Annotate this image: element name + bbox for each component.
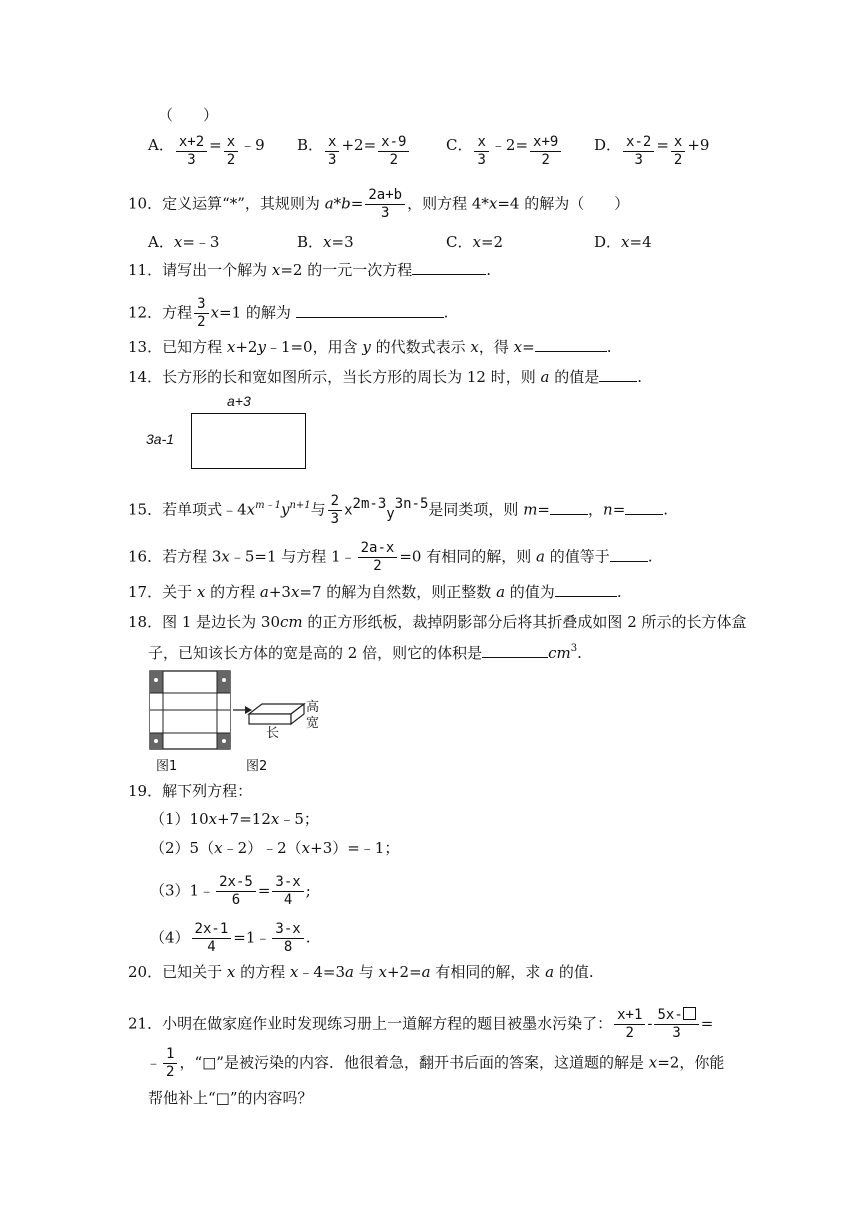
q19-part4: （4） $\frac{2x-1}{4}$ =1﹣ $\frac{3-x}{8}$ . [150,921,311,955]
label-width: 3a-1 [146,431,175,447]
answer-blank[interactable] [296,303,444,318]
q15: 15．若单项式$﹣4x^{m﹣1}y^{n+1}$与 $\frac{2}{3}$ x2m-3y3n-5是同类项，则 m= ，n= . [128,493,669,527]
q19-part3: （3）1﹣ $\frac{2x-5}{6}$ = $\frac{3-x}{4}$ ; [150,874,311,908]
rectangle [191,413,306,469]
q19-part2: （2）5（x﹣2）﹣2（x+3）=﹣1； [150,839,400,857]
answer-blank[interactable] [555,582,617,597]
q9-option-c[interactable]: C． $\frac{x}{3}$ ﹣2= $\frac{x+9}{2}$ [446,134,563,169]
label-width: 宽 [306,716,320,731]
caption-fig1: 图1 [156,759,178,774]
q9-paren: （ ） [158,106,219,124]
q18-line1: 18．图 1 是边长为 30cm 的正方形纸板，裁掉阴影部分后将其折叠成如图 2 所示的长方体盒 [128,613,747,631]
q21-line3: 帮他补上“□”的内容吗？ [148,1089,313,1107]
q10-option-d[interactable]: D．x=4 [594,233,652,251]
q9-option-a[interactable]: A． $\frac{x+2}{3}$ = $\frac{x}{2}$ ﹣9 [148,134,265,168]
q9-option-b[interactable]: B． $\frac{x}{3}$ +2= $\frac{x-9}{2}$ [297,134,411,169]
q19-title: 19．解下列方程： [128,782,253,800]
answer-blank-m[interactable] [550,500,588,515]
q9-option-d[interactable]: D． $\frac{x-2}{3}$ = $\frac{x}{2}$ +9 [594,134,710,168]
answer-blank[interactable] [482,643,548,658]
q21-line2: ﹣ $\frac{1}{2}$ ，“□”是被污染的内容．他很着急，翻开书后面的答案，这道题的解是 x=2，你能 [146,1046,725,1080]
q20: 20．已知关于 x 的方程 x﹣4=3a 与 x+2=a 有相同的解，求 a 的值. [128,963,594,981]
q13: 13．已知方程 x+2y﹣1=0，用含 y 的代数式表示 x，得 x= . [128,338,612,356]
q12: 12．方程 $\frac{3}{2}$ x=1 的解为 . [128,296,449,330]
answer-blank[interactable] [535,337,607,352]
q19-part1: （1）10x+7=12x﹣5； [150,810,319,828]
q18-line2: 子，已知该长方体的宽是高的 2 倍，则它的体积是 $cm^3$. [148,643,582,662]
answer-blank[interactable] [610,547,648,562]
q16: 16．若方程 3x﹣5=1 与方程 1﹣ $\frac{2a-x}{2}$ =0 有相同的解，则 a 的值等于 . [128,540,653,574]
q21-line1: 21．小明在做家庭作业时发现练习册上一道解方程的题目被墨水污染了： $\frac{x+1}{2}$ - $\frac{5x-}{3}$ = [128,1007,714,1041]
ink-blot-square [683,1007,696,1020]
answer-blank[interactable] [412,260,486,275]
q14: 14．长方形的长和宽如图所示，当长方形的周长为 12 时，则 a 的值是 . [128,368,642,386]
q10-option-a[interactable]: A．x=﹣3 [148,233,220,251]
label-length: 长 [266,726,280,741]
q17: 17．关于 x 的方程 a+3x=7 的解为自然数，则正整数 a 的值为 . [128,583,622,601]
answer-blank-n[interactable] [625,500,663,515]
label-height: 高 [306,700,320,715]
q18-figures [146,668,356,776]
answer-blank[interactable] [599,367,637,382]
fig1-square-board [146,668,356,756]
q10-stem: 10．定义运算“*”，其规则为 a*b= $\frac{2a+b}{3}$ ，则方程 4*x=4 的解为（ ） [128,187,630,221]
q10-option-b[interactable]: B．x=3 [297,233,354,251]
q10-option-c[interactable]: C．x=2 [446,233,504,251]
caption-fig2: 图2 [246,759,268,774]
q11: 11．请写出一个解为 x=2 的一元一次方程 . [128,261,491,279]
label-length: a+3 [227,393,251,409]
q14-rectangle-figure [146,395,316,475]
